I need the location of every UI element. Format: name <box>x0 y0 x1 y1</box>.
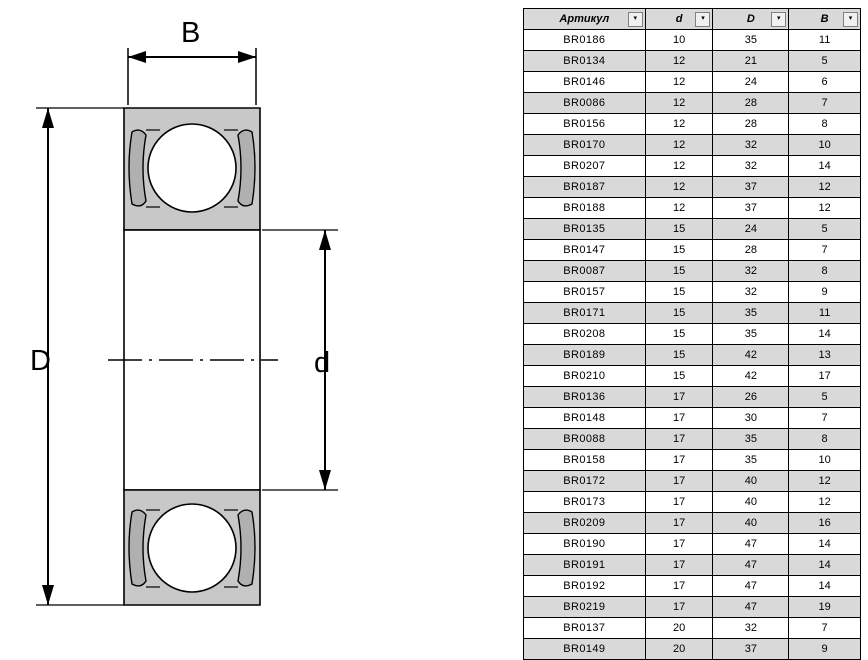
table-row[interactable] <box>524 219 861 240</box>
cell-art: BR0087 <box>524 261 646 282</box>
cell-B: 14 <box>789 156 861 177</box>
table-row[interactable] <box>524 408 861 429</box>
cell-art: BR0136 <box>524 387 646 408</box>
cell-D: 32 <box>713 135 789 156</box>
cell-d: 17 <box>645 429 713 450</box>
table-row[interactable] <box>524 135 861 156</box>
dimension-B <box>128 48 256 105</box>
cell-B: 12 <box>789 471 861 492</box>
table-row[interactable] <box>524 576 861 597</box>
cell-D: 26 <box>713 387 789 408</box>
cell-D: 28 <box>713 93 789 114</box>
cell-B: 8 <box>789 261 861 282</box>
cell-art: BR0137 <box>524 618 646 639</box>
cell-D: 42 <box>713 366 789 387</box>
table-row[interactable] <box>524 492 861 513</box>
cell-art: BR0149 <box>524 639 646 660</box>
table-row[interactable] <box>524 72 861 93</box>
dimension-d-label: d <box>314 347 331 379</box>
cell-art: BR0147 <box>524 240 646 261</box>
bearing-lower-ring <box>124 490 260 605</box>
table-row[interactable] <box>524 93 861 114</box>
cell-art: BR0157 <box>524 282 646 303</box>
cell-D: 40 <box>713 513 789 534</box>
cell-B: 10 <box>789 450 861 471</box>
cell-D: 21 <box>713 51 789 72</box>
cell-d: 17 <box>645 555 713 576</box>
table-row[interactable] <box>524 156 861 177</box>
cell-art: BR0191 <box>524 555 646 576</box>
cell-d: 15 <box>645 324 713 345</box>
table-row[interactable] <box>524 261 861 282</box>
table-row[interactable] <box>524 324 861 345</box>
cell-art: BR0189 <box>524 345 646 366</box>
table-header <box>524 9 861 30</box>
cell-art: BR0209 <box>524 513 646 534</box>
cell-D: 35 <box>713 324 789 345</box>
cell-B: 14 <box>789 555 861 576</box>
cell-D: 37 <box>713 177 789 198</box>
specifications-table-container <box>523 8 861 660</box>
cell-d: 15 <box>645 282 713 303</box>
table-row[interactable] <box>524 429 861 450</box>
cell-art: BR0135 <box>524 219 646 240</box>
dimension-B-label: B <box>181 17 201 49</box>
cell-d: 20 <box>645 618 713 639</box>
cell-d: 17 <box>645 513 713 534</box>
table-row[interactable] <box>524 345 861 366</box>
cell-D: 40 <box>713 492 789 513</box>
cell-B: 12 <box>789 198 861 219</box>
cell-d: 12 <box>645 177 713 198</box>
table-row[interactable] <box>524 534 861 555</box>
cell-B: 12 <box>789 177 861 198</box>
cell-art: BR0158 <box>524 450 646 471</box>
cell-B: 5 <box>789 387 861 408</box>
cell-d: 15 <box>645 303 713 324</box>
cell-D: 35 <box>713 450 789 471</box>
column-header-d-label: d <box>675 13 683 25</box>
column-header-D[interactable] <box>713 9 789 30</box>
cell-art: BR0186 <box>524 30 646 51</box>
cell-d: 17 <box>645 471 713 492</box>
dimension-D-label: D <box>30 345 51 377</box>
column-header-article-label: Артикул <box>559 13 610 25</box>
table-row[interactable] <box>524 513 861 534</box>
filter-dropdown-icon[interactable]: ▾ <box>843 12 858 27</box>
cell-d: 12 <box>645 93 713 114</box>
cell-d: 15 <box>645 345 713 366</box>
cell-D: 40 <box>713 471 789 492</box>
cell-art: BR0146 <box>524 72 646 93</box>
cell-d: 17 <box>645 492 713 513</box>
cell-art: BR0156 <box>524 114 646 135</box>
cell-D: 35 <box>713 30 789 51</box>
table-row[interactable] <box>524 618 861 639</box>
cell-B: 17 <box>789 366 861 387</box>
cell-art: BR0190 <box>524 534 646 555</box>
cell-d: 15 <box>645 366 713 387</box>
cell-d: 17 <box>645 534 713 555</box>
cell-B: 14 <box>789 324 861 345</box>
cell-d: 12 <box>645 198 713 219</box>
cell-B: 8 <box>789 429 861 450</box>
table-row[interactable] <box>524 387 861 408</box>
table-row[interactable] <box>524 282 861 303</box>
column-header-d[interactable] <box>645 9 713 30</box>
cell-art: BR0188 <box>524 198 646 219</box>
cell-d: 12 <box>645 156 713 177</box>
table-row[interactable] <box>524 471 861 492</box>
cell-B: 7 <box>789 93 861 114</box>
cell-D: 32 <box>713 156 789 177</box>
cell-art: BR0171 <box>524 303 646 324</box>
cell-B: 7 <box>789 408 861 429</box>
cell-D: 35 <box>713 429 789 450</box>
table-row[interactable] <box>524 555 861 576</box>
cell-B: 11 <box>789 30 861 51</box>
cell-D: 24 <box>713 72 789 93</box>
cell-B: 12 <box>789 492 861 513</box>
cell-D: 28 <box>713 114 789 135</box>
cell-B: 16 <box>789 513 861 534</box>
table-header-row <box>524 9 861 30</box>
filter-dropdown-icon[interactable]: ▾ <box>771 12 786 27</box>
cell-d: 15 <box>645 240 713 261</box>
cell-D: 47 <box>713 534 789 555</box>
cell-B: 8 <box>789 114 861 135</box>
cell-d: 17 <box>645 597 713 618</box>
cell-d: 17 <box>645 387 713 408</box>
cell-B: 5 <box>789 51 861 72</box>
table-row[interactable] <box>524 240 861 261</box>
cell-D: 42 <box>713 345 789 366</box>
cell-d: 15 <box>645 219 713 240</box>
cell-art: BR0134 <box>524 51 646 72</box>
column-header-article[interactable] <box>524 9 646 30</box>
cell-D: 30 <box>713 408 789 429</box>
cell-d: 20 <box>645 639 713 660</box>
table-row[interactable] <box>524 51 861 72</box>
cell-B: 13 <box>789 345 861 366</box>
table-row[interactable] <box>524 639 861 660</box>
cell-D: 24 <box>713 219 789 240</box>
cell-art: BR0219 <box>524 597 646 618</box>
cell-d: 15 <box>645 261 713 282</box>
cell-B: 14 <box>789 534 861 555</box>
cell-art: BR0173 <box>524 492 646 513</box>
cell-D: 32 <box>713 282 789 303</box>
cell-d: 12 <box>645 114 713 135</box>
cell-d: 10 <box>645 30 713 51</box>
cell-art: BR0208 <box>524 324 646 345</box>
cell-D: 47 <box>713 555 789 576</box>
cell-art: BR0086 <box>524 93 646 114</box>
cell-art: BR0210 <box>524 366 646 387</box>
cell-d: 17 <box>645 408 713 429</box>
cell-art: BR0192 <box>524 576 646 597</box>
cell-art: BR0170 <box>524 135 646 156</box>
table-row[interactable] <box>524 597 861 618</box>
cell-B: 5 <box>789 219 861 240</box>
specifications-table <box>523 8 861 660</box>
filter-dropdown-icon[interactable]: ▾ <box>695 12 710 27</box>
table-row[interactable] <box>524 366 861 387</box>
cell-D: 37 <box>713 198 789 219</box>
cell-D: 47 <box>713 597 789 618</box>
cell-art: BR0207 <box>524 156 646 177</box>
cell-d: 12 <box>645 135 713 156</box>
cell-B: 7 <box>789 240 861 261</box>
table-row[interactable] <box>524 30 861 51</box>
cell-art: BR0148 <box>524 408 646 429</box>
cell-B: 10 <box>789 135 861 156</box>
cell-D: 37 <box>713 639 789 660</box>
column-header-D-label: D <box>746 13 755 25</box>
cell-art: BR0172 <box>524 471 646 492</box>
cell-D: 32 <box>713 261 789 282</box>
cell-art: BR0187 <box>524 177 646 198</box>
cell-art: BR0088 <box>524 429 646 450</box>
table-row[interactable] <box>524 450 861 471</box>
column-header-B-label: B <box>820 13 829 25</box>
cell-B: 19 <box>789 597 861 618</box>
cell-D: 32 <box>713 618 789 639</box>
cell-d: 12 <box>645 72 713 93</box>
table-row[interactable] <box>524 303 861 324</box>
cell-B: 11 <box>789 303 861 324</box>
filter-dropdown-icon[interactable]: ▾ <box>628 12 643 27</box>
cell-d: 12 <box>645 51 713 72</box>
table-body <box>524 30 861 660</box>
column-header-B[interactable] <box>789 9 861 30</box>
cell-B: 7 <box>789 618 861 639</box>
cell-B: 9 <box>789 282 861 303</box>
cell-d: 17 <box>645 576 713 597</box>
cell-D: 35 <box>713 303 789 324</box>
table-row[interactable] <box>524 198 861 219</box>
cell-D: 28 <box>713 240 789 261</box>
cell-B: 14 <box>789 576 861 597</box>
cell-B: 9 <box>789 639 861 660</box>
cell-d: 17 <box>645 450 713 471</box>
bearing-upper-ring <box>124 108 260 230</box>
table-row[interactable] <box>524 114 861 135</box>
cell-D: 47 <box>713 576 789 597</box>
table-row[interactable] <box>524 177 861 198</box>
cell-B: 6 <box>789 72 861 93</box>
